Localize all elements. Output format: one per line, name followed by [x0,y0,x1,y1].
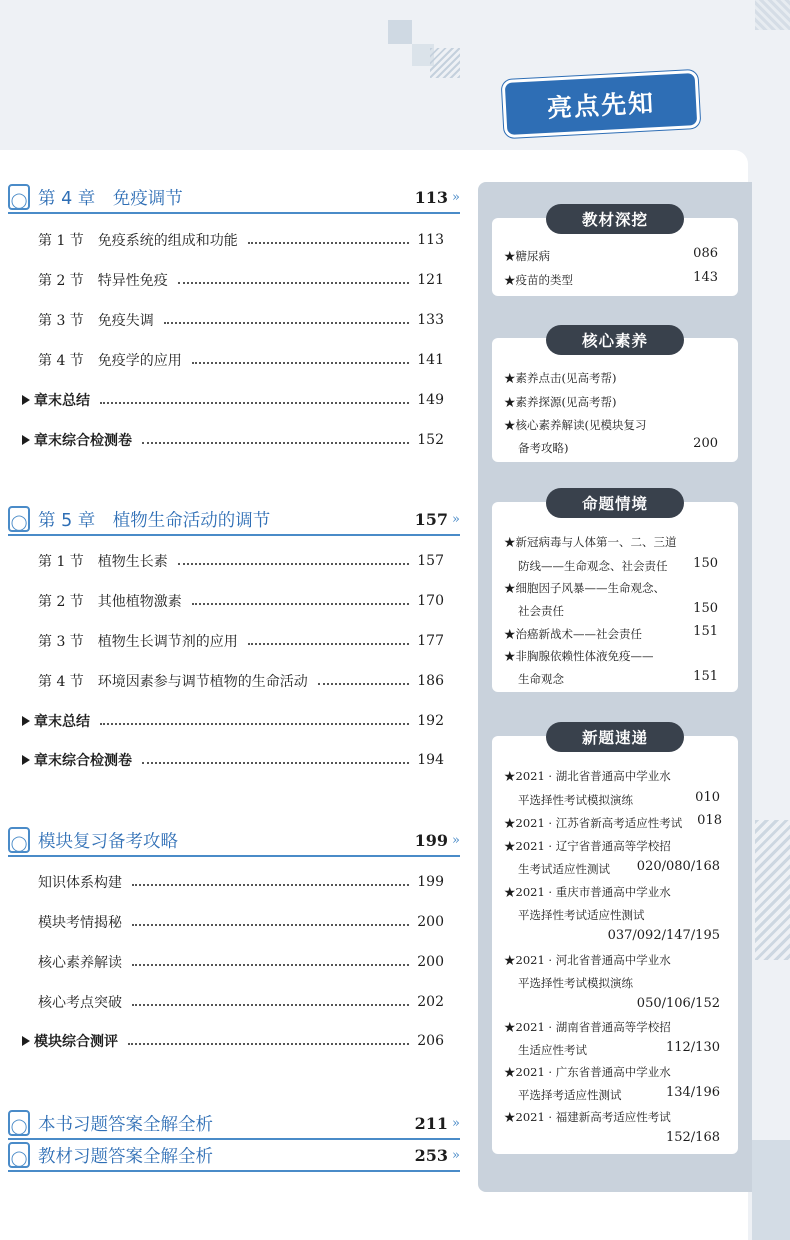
mingti-line[interactable]: ★新冠病毒与人体第一、二、三道 [504,535,677,549]
xinti-page: 010 [695,790,720,805]
xinti-page: 037/092/147/195 [607,928,720,943]
entry-title: 第 3 节 免疫失调 [38,313,154,329]
entry-page: 192 [417,713,444,729]
entry-page: 157 [417,553,444,569]
toc-entry[interactable] [38,870,444,894]
mingti-page: 151 [693,669,718,684]
leader-dots [132,924,409,926]
answers-textbook-heading[interactable] [8,1140,460,1172]
suyang-line[interactable]: 备考攻略) [518,441,569,455]
entry-page: 186 [417,673,444,689]
chapter-title: 模块复习备考攻略 [38,831,178,852]
xinti-line[interactable]: 生考试适应性测试 [518,862,610,876]
toc-entry[interactable] [38,910,444,934]
entry-title: 第 1 节 免疫系统的组成和功能 [38,233,238,249]
review-module-heading[interactable] [8,825,460,857]
arrow-icon: » [452,1115,460,1131]
jiaocai-header: 教材深挖 [546,204,684,234]
mingti-line[interactable]: 生命观念 [518,672,564,686]
drop-icon: ◯ [8,827,30,853]
xinti-line[interactable]: ★2021 · 湖南省普通高等学校招 [504,1020,671,1034]
xinti-page: 112/130 [665,1040,720,1055]
chapter-title: 本书习题答案全解全析 [38,1114,213,1135]
entry-title: 章末综合检测卷 [34,433,132,449]
chapter-title: 第 5 章 植物生命活动的调节 [38,510,271,531]
mingti-line[interactable]: ★治癌新战术——社会责任 [504,627,642,641]
jiaocai-item[interactable]: ★糖尿病 [504,249,550,263]
entry-page: 202 [417,994,444,1010]
entry-page: 133 [417,312,444,328]
mingti-line[interactable]: 社会责任 [518,604,564,618]
xinti-page: 050/106/152 [636,996,720,1011]
chapter-page: 199 [414,830,449,850]
decorative-pattern [755,0,790,30]
suyang-line[interactable]: ★核心素养解读(见模块复习 [504,418,647,432]
answers-book-heading[interactable] [8,1108,460,1140]
mingti-line[interactable]: ★非胸腺依赖性体液免疫—— [504,649,654,663]
chapter-page: 113 [414,187,449,207]
xinti-page: 134/196 [665,1085,720,1100]
decorative-stripes [430,48,460,78]
entry-page: 200 [417,954,444,970]
triangle-marker-icon [22,716,30,726]
drop-icon: ◯ [8,1110,30,1136]
mingti-page: 150 [693,601,718,616]
entry-page: 152 [417,432,444,448]
toc-entry[interactable] [38,268,444,292]
chapter-page: 253 [414,1145,449,1165]
drop-icon: ◯ [8,184,30,210]
decorative-square [388,20,412,44]
leader-dots [132,1004,409,1006]
entry-title: 章末综合检测卷 [34,753,132,769]
leader-dots [248,643,409,645]
entry-title: 第 1 节 植物生长素 [38,554,168,570]
arrow-icon: » [452,511,460,527]
xinti-line[interactable]: 平选择考适应性测试 [518,1088,622,1102]
mingti-page: 151 [693,624,718,639]
leader-dots [132,884,409,886]
xinti-line[interactable]: 平选择性考试模拟演练 [518,976,633,990]
entry-page: 149 [417,392,444,408]
entry-title: 第 2 节 其他植物激素 [38,594,182,610]
leader-dots [178,563,409,565]
leader-dots [100,402,409,404]
jiaocai-page: 143 [693,270,718,285]
toc-entry[interactable] [38,950,444,974]
toc-entry[interactable] [38,589,444,613]
leader-dots [178,282,409,284]
toc-entry-test[interactable] [22,748,444,772]
xinti-line[interactable]: ★2021 · 湖北省普通高中学业水 [504,769,671,783]
mingti-page: 150 [693,556,718,571]
toc-entry[interactable] [38,308,444,332]
chapter-page: 157 [414,509,449,529]
xinti-line[interactable]: ★2021 · 广东省普通高中学业水 [504,1065,671,1079]
entry-page: 170 [417,593,444,609]
xinti-line[interactable]: 生适应性考试 [518,1043,587,1057]
xinti-page: 018 [697,813,722,828]
leader-dots [318,683,409,685]
leader-dots [100,723,409,725]
entry-title: 模块综合测评 [34,1034,118,1050]
mingti-line[interactable]: 防线——生命观念、社会责任 [518,559,668,573]
toc-entry[interactable] [38,549,444,573]
xinti-line[interactable]: ★2021 · 福建新高考适应性考试 [504,1110,671,1124]
xinti-line[interactable]: ★2021 · 河北省普通高中学业水 [504,953,671,967]
xinti-line[interactable]: ★2021 · 重庆市普通高中学业水 [504,885,671,899]
toc-entry[interactable] [38,669,444,693]
entry-title: 章末总结 [34,393,90,409]
toc-entry[interactable] [38,990,444,1014]
arrow-icon: » [452,189,460,205]
entry-page: 206 [417,1033,444,1049]
leader-dots [142,762,409,764]
entry-page: 200 [417,914,444,930]
title-badge: 亮点先知 [505,73,697,135]
entry-title: 第 4 节 免疫学的应用 [38,353,182,369]
leader-dots [192,362,409,364]
drop-icon: ◯ [8,1142,30,1168]
toc-entry[interactable] [38,228,444,252]
xinti-page: 152/168 [665,1130,720,1145]
suyang-line[interactable]: ★素养点击(见高考帮) [504,371,617,385]
jiaocai-page: 086 [693,246,718,261]
chapter-page: 211 [414,1113,449,1133]
entry-page: 113 [417,232,444,248]
xinti-line[interactable]: 平选择性考试适应性测试 [518,908,645,922]
decorative-stripes [755,820,790,960]
xinti-line[interactable]: 平选择性考试模拟演练 [518,793,633,807]
leader-dots [132,964,409,966]
arrow-icon: » [452,832,460,848]
entry-page: 141 [417,352,444,368]
chapter-title: 第 4 章 免疫调节 [38,188,183,209]
triangle-marker-icon [22,395,30,405]
toc-entry[interactable] [38,629,444,653]
jiaocai-item[interactable]: ★疫苗的类型 [504,273,573,287]
xinti-page: 020/080/168 [636,859,720,874]
mingti-line[interactable]: ★细胞因子风暴——生命观念、 [504,581,665,595]
chapter-title: 教材习题答案全解全析 [38,1146,213,1167]
entry-title: 章末总结 [34,714,90,730]
entry-title: 第 4 节 环境因素参与调节植物的生命活动 [38,674,308,690]
xinti-line[interactable]: ★2021 · 辽宁省普通高等学校招 [504,839,671,853]
suyang-page: 200 [693,436,718,451]
chapter-4-heading[interactable] [8,182,460,214]
triangle-marker-icon [22,435,30,445]
entry-page: 199 [417,874,444,890]
entry-page: 194 [417,752,444,768]
xinti-header: 新题速递 [546,722,684,752]
entry-title: 核心素养解读 [38,955,122,971]
leader-dots [142,442,409,444]
suyang-header: 核心素养 [546,325,684,355]
toc-entry-test[interactable] [22,1029,444,1053]
leader-dots [128,1043,409,1045]
entry-page: 121 [417,272,444,288]
drop-icon: ◯ [8,506,30,532]
triangle-marker-icon [22,1036,30,1046]
mingti-header: 命题情境 [546,488,684,518]
leader-dots [164,322,409,324]
arrow-icon: » [452,1147,460,1163]
toc-entry-summary[interactable] [22,709,444,733]
entry-page: 177 [417,633,444,649]
suyang-line[interactable]: ★素养探源(见高考帮) [504,395,617,409]
chapter-5-heading[interactable] [8,504,460,536]
toc-entry-summary[interactable] [22,388,444,412]
entry-title: 核心考点突破 [38,995,122,1011]
leader-dots [192,603,409,605]
triangle-marker-icon [22,755,30,765]
toc-entry-test[interactable] [22,428,444,452]
entry-title: 第 2 节 特异性免疫 [38,273,168,289]
entry-title: 模块考情揭秘 [38,915,122,931]
entry-title: 知识体系构建 [38,875,122,891]
leader-dots [248,242,409,244]
toc-entry[interactable] [38,348,444,372]
decorative-block [752,1140,790,1240]
entry-title: 第 3 节 植物生长调节剂的应用 [38,634,238,650]
xinti-line[interactable]: ★2021 · 江苏省新高考适应性考试 [504,816,683,830]
